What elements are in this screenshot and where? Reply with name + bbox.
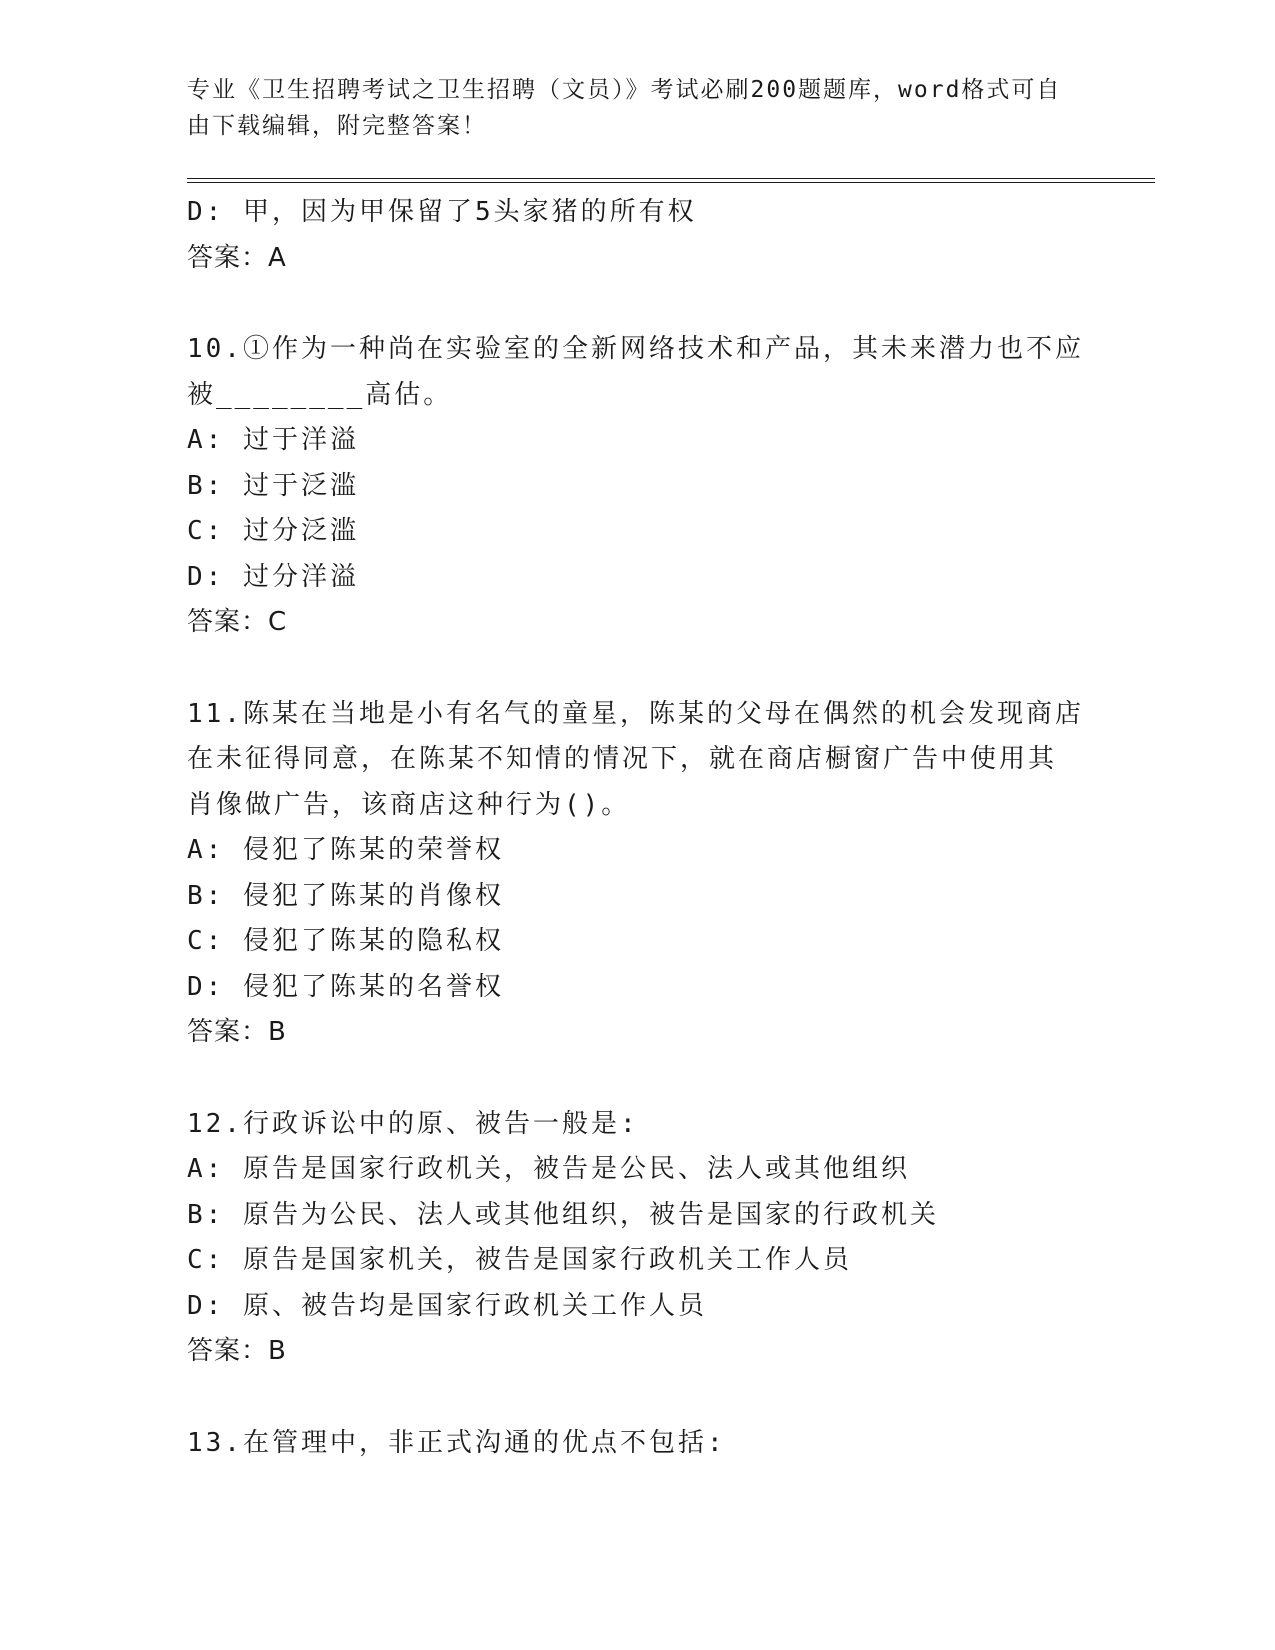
spacer xyxy=(187,646,1087,692)
option-d: D: 侵犯了陈某的名誉权 xyxy=(187,971,504,1002)
document-header xyxy=(187,72,1077,144)
question-12 xyxy=(187,1102,1087,1375)
question-11 xyxy=(187,692,1087,1056)
option-b: B: 过于泛滥 xyxy=(187,470,359,501)
option-b: B: 原告为公民、法人或其他组织，被告是国家的行政机关 xyxy=(187,1199,939,1230)
question-text: 13.在管理中，非正式沟通的优点不包括: xyxy=(187,1427,726,1458)
option-a: A: 过于洋溢 xyxy=(187,425,359,455)
question-text: 在未征得同意，在陈某不知情的情况下，就在商店橱窗广告中使用其 xyxy=(187,744,1058,774)
spacer xyxy=(187,281,1087,327)
header-rule-top xyxy=(187,178,1155,179)
option-d: D: 甲，因为甲保留了5头家猪的所有权 xyxy=(187,197,697,227)
spacer xyxy=(187,1375,1087,1421)
question-10 xyxy=(187,327,1087,646)
header-line-1: 专业《卫生招聘考试之卫生招聘（文员）》考试必刷200题题库，word格式可自 xyxy=(187,77,1062,103)
answer-line: 答案：B xyxy=(187,1017,287,1047)
option-d: D: 过分洋溢 xyxy=(187,561,359,592)
option-a: A: 原告是国家行政机关，被告是公民、法人或其他组织 xyxy=(187,1154,910,1184)
answer-line: 答案：C xyxy=(187,607,288,637)
header-line-2: 由下载编辑，附完整答案！ xyxy=(187,113,487,139)
answer-line: 答案：A xyxy=(187,242,287,273)
option-d: D: 原、被告均是国家行政机关工作人员 xyxy=(187,1290,707,1321)
question-text: 10.①作为一种尚在实验室的全新网络技术和产品，其未来潜力也不应 xyxy=(187,334,1084,364)
answer-line: 答案：B xyxy=(187,1336,287,1366)
option-b: B: 侵犯了陈某的肖像权 xyxy=(187,880,504,911)
question-text: 12.行政诉讼中的原、被告一般是: xyxy=(187,1108,639,1139)
question-text: 肖像做广告，该商店这种行为()。 xyxy=(187,789,631,820)
option-c: C: 侵犯了陈某的隐私权 xyxy=(187,926,504,956)
option-c: C: 原告是国家机关，被告是国家行政机关工作人员 xyxy=(187,1245,852,1275)
question-9-tail xyxy=(187,190,1087,281)
question-text: 被________高估。 xyxy=(187,379,453,410)
option-c: C: 过分泛滥 xyxy=(187,516,359,546)
question-text: 11.陈某在当地是小有名气的童星，陈某的父母在偶然的机会发现商店 xyxy=(187,698,1084,729)
document-body xyxy=(187,190,1087,1466)
question-13 xyxy=(187,1421,1087,1467)
header-rule-bottom xyxy=(187,182,1155,183)
spacer xyxy=(187,1056,1087,1102)
option-a: A: 侵犯了陈某的荣誉权 xyxy=(187,835,504,865)
